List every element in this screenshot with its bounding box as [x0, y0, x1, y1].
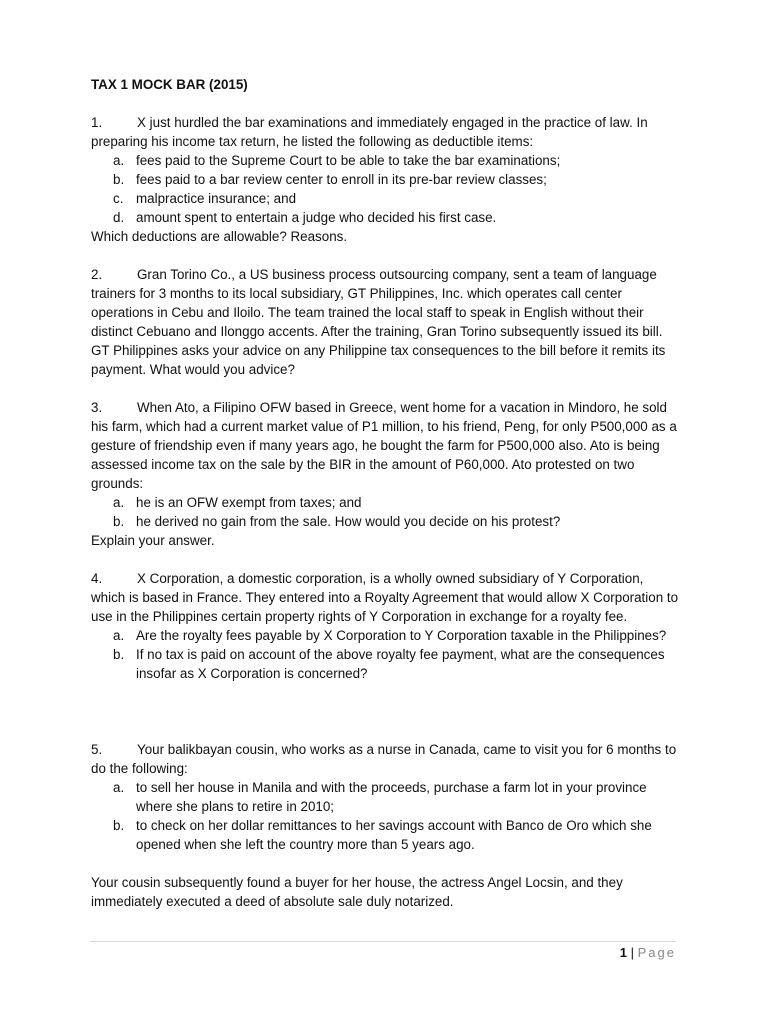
question-followup: Which deductions are allowable? Reasons. [91, 229, 348, 244]
sub-items [91, 151, 679, 227]
question-followup: Explain your answer. [91, 533, 215, 548]
page-separator: | [630, 945, 634, 960]
sub-item: a. fees paid to the Supreme Court to be able to take the bar examinations; [113, 153, 561, 168]
question-number: 5. [91, 742, 103, 757]
question-number: 1. [91, 115, 103, 130]
sub-item: b. fees paid to a bar review center to enroll in its pre-bar review classes; [113, 172, 547, 187]
page-number: 1 [619, 945, 627, 960]
sub-item: b. If no tax is paid on account of the above royalty fee payment, what are the consequences insofar as X Corporation is concerned? [113, 647, 665, 681]
page-footer [620, 943, 676, 962]
question-1 [91, 113, 679, 246]
sub-item: b. to check on her dollar remittances to her savings account with Banco de Oro which she opened when she left the country more than 5 years ago. [113, 818, 652, 852]
question-text: 1. X just hurdled the bar examinations and immediately engaged in the practice of law. In preparing his income tax return, he listed the following as deductible items: [91, 115, 648, 149]
question-5 [91, 740, 679, 911]
document-title: TAX 1 MOCK BAR (2015) [91, 77, 248, 92]
question-4 [91, 569, 679, 683]
question-text: 4. X Corporation, a domestic corporation, is a wholly owned subsidiary of Y Corporation, which is based in France. They entered into a Royalty Agreement that would allow X Corporation to use in the Philippines certain property rights of Y Corporation in exchange for a royalty fee. [91, 571, 679, 624]
sub-item: c. malpractice insurance; and [113, 191, 297, 206]
footer-divider [90, 941, 676, 942]
question-3 [91, 398, 679, 550]
question-2 [91, 265, 679, 379]
sub-item: d. amount spent to entertain a judge who decided his first case. [113, 210, 497, 225]
question-number: 2. [91, 267, 103, 282]
sub-item: a. he is an OFW exempt from taxes; and [113, 495, 362, 510]
sub-item: b. he derived no gain from the sale. How would you decide on his protest? [113, 514, 561, 529]
page-label: Page [637, 945, 676, 960]
sub-items [91, 626, 679, 683]
sub-items [91, 778, 679, 854]
sub-item: a. Are the royalty fees payable by X Corporation to Y Corporation taxable in the Philippines? [113, 628, 667, 643]
sub-item: a. to sell her house in Manila and with the proceeds, purchase a farm lot in your province where she plans to retire in 2010; [113, 780, 647, 814]
question-number: 3. [91, 400, 103, 415]
question-text: 2. Gran Torino Co., a US business process outsourcing company, sent a team of language trainers for 3 months to its local subsidiary, GT Philippines, Inc. which operates call center operations in Cebu and Iloilo. The team trained the local staff to speak in English without their distinct Cebuano and Ilonggo accents. After the training, Gran Torino subsequently issued its bill. GT Philippines asks your advice on any Philippine tax consequences to the bill before it remits its payment. What would you advice? [91, 267, 666, 377]
question-text: 5. Your balikbayan cousin, who works as a nurse in Canada, came to visit you for 6 months to do the following: [91, 742, 677, 776]
sub-items [91, 493, 679, 531]
question-trailing-text: Your cousin subsequently found a buyer for her house, the actress Angel Locsin, and they immediately executed a deed of absolute sale duly notarized. [91, 875, 623, 909]
question-number: 4. [91, 571, 103, 586]
question-text: 3. When Ato, a Filipino OFW based in Greece, went home for a vacation in Mindoro, he sold his farm, which had a current market value of P1 million, to his friend, Peng, for only P500,000 as a gesture of friendship even if many years ago, he bought the farm for P500,000 also. Ato is being assessed income tax on the sale by the BIR in the amount of P60,000. Ato protested on two grounds: [91, 400, 677, 491]
